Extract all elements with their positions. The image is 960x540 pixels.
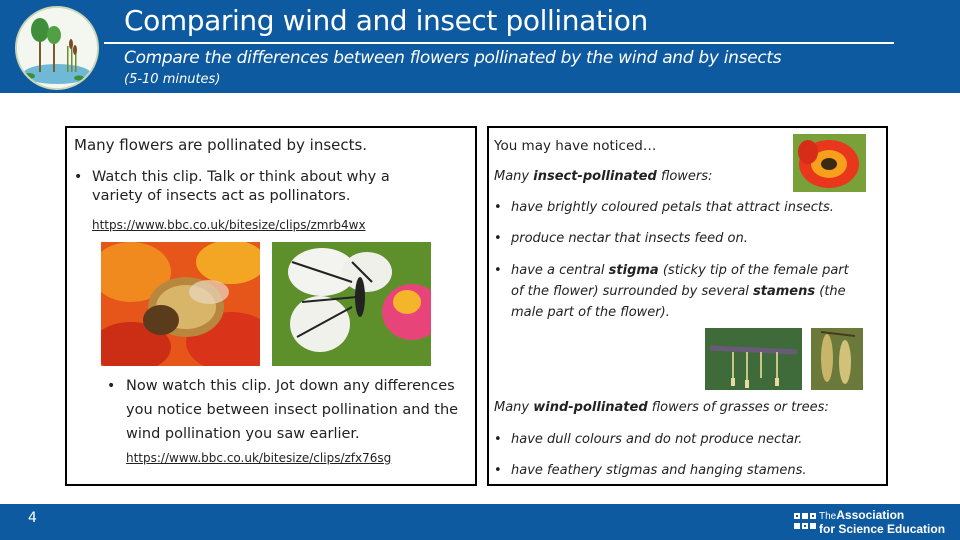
insect-bullet-stigma-line1: have a central stigma (sticky tip of the female part	[511, 263, 849, 278]
insect-bullet-nectar: produce nectar that insects feed on.	[511, 231, 748, 246]
bullet-watch-line2: variety of insects act as pollinators.	[92, 188, 351, 204]
bullet-dot: •	[494, 432, 502, 447]
observations-panel	[487, 126, 888, 486]
bullet-dot: •	[494, 463, 502, 478]
wind-bullet-colours: have dull colours and do not produce nectar.	[511, 432, 803, 447]
bullet-dot: •	[494, 200, 502, 215]
bee-on-flower-photo	[101, 242, 260, 366]
bullet-compare-line1: Now watch this clip. Jot down any differences	[126, 378, 455, 394]
insect-heading: Many insect-pollinated flowers:	[494, 169, 713, 184]
title-divider	[104, 42, 894, 44]
bullet-dot: •	[494, 231, 502, 246]
pond-logo-icon	[15, 6, 99, 90]
grass-flower-photo	[705, 328, 802, 390]
ase-logo	[793, 508, 953, 536]
header-bar	[0, 0, 960, 93]
ase-logo-text: TheAssociation for Science Education	[819, 508, 946, 536]
bullet-dot: •	[107, 378, 116, 394]
clip-link-insects[interactable]: https://www.bbc.co.uk/bitesize/clips/zmrb4wx	[92, 218, 366, 232]
bullet-dot: •	[74, 169, 83, 185]
activity-duration: (5-10 minutes)	[124, 72, 221, 87]
page-number: 4	[28, 510, 37, 526]
bullet-compare-line2: you notice between insect pollination and the	[126, 402, 459, 418]
insect-pollination-activity-panel	[65, 126, 477, 486]
bullet-compare-line3: wind pollination you saw earlier.	[126, 426, 360, 442]
ase-mark-icon	[793, 510, 817, 534]
noticed-heading: You may have noticed…	[494, 138, 657, 154]
footer-bar	[0, 504, 960, 540]
page-subtitle: Compare the differences between flowers pollinated by the wind and by insects	[124, 48, 782, 68]
wind-bullet-stigmas: have feathery stigmas and hanging stamens.	[511, 463, 807, 478]
butterfly-on-flowers-photo	[272, 242, 431, 366]
catkin-photo	[811, 328, 863, 390]
insect-bullet-stigma-line2: of the flower) surrounded by several stamens (the	[511, 284, 846, 299]
page-title: Comparing wind and insect pollination	[124, 4, 648, 37]
bullet-dot: •	[494, 263, 502, 278]
wind-heading: Many wind-pollinated flowers of grasses or trees:	[494, 400, 829, 415]
insect-bullet-petals: have brightly coloured petals that attract insects.	[511, 200, 834, 215]
insect-bullet-stigma-line3: male part of the flower).	[511, 305, 670, 320]
tulip-flower-photo	[793, 134, 866, 192]
bullet-watch-line1: Watch this clip. Talk or think about why a	[92, 169, 390, 185]
panel-intro-text: Many flowers are pollinated by insects.	[74, 136, 368, 154]
clip-link-wind[interactable]: https://www.bbc.co.uk/bitesize/clips/zfx76sg	[126, 451, 392, 465]
